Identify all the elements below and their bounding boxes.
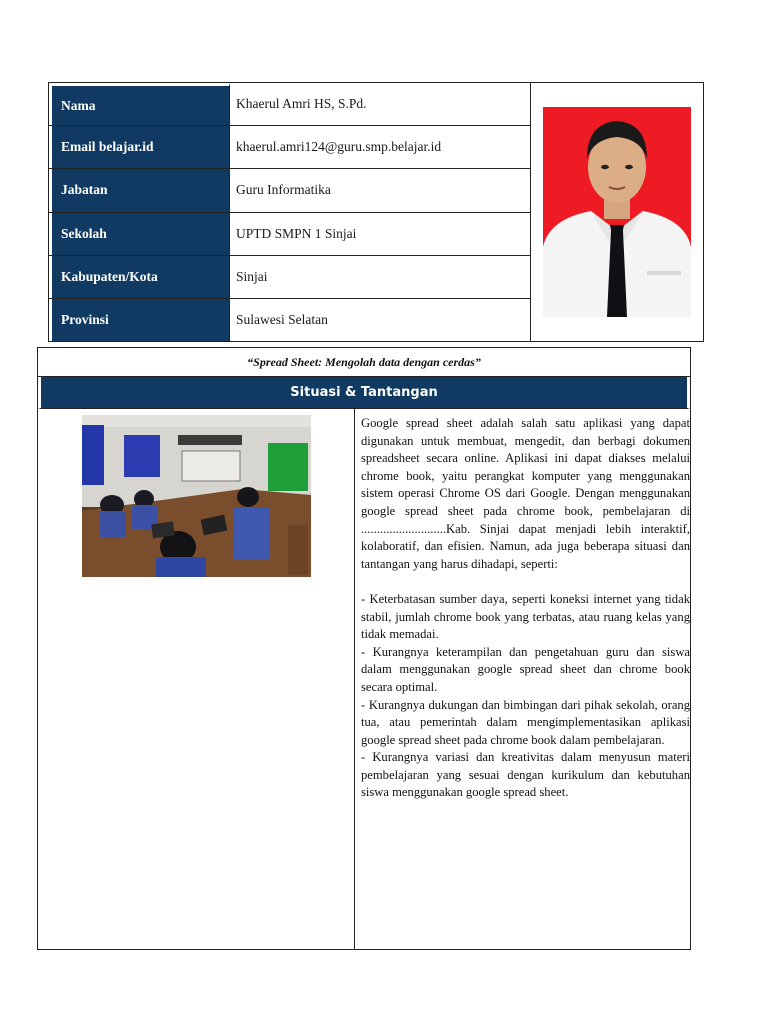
section-content xyxy=(38,409,690,949)
situasi-tantangan-section xyxy=(37,347,691,950)
classroom-illustration xyxy=(82,415,311,577)
field-value: khaerul.amri124@guru.smp.belajar.id xyxy=(236,139,442,155)
field-value: Sinjai xyxy=(236,268,268,284)
profile-row-jabatan xyxy=(49,169,530,212)
profile-row-kabupaten xyxy=(49,256,530,299)
classroom-photo xyxy=(82,415,311,577)
profile-fields xyxy=(49,83,531,341)
profile-row-provinsi xyxy=(49,299,530,341)
text-column xyxy=(355,409,690,949)
profile-table xyxy=(48,82,704,342)
field-label: Nama xyxy=(49,83,230,125)
profile-photo-cell xyxy=(531,83,703,341)
field-label: Provinsi xyxy=(49,299,230,341)
portrait-illustration xyxy=(543,107,691,317)
field-value: Sulawesi Selatan xyxy=(236,311,328,327)
section-title: Situasi & Tantangan xyxy=(38,377,690,409)
image-column xyxy=(38,409,355,949)
field-label: Sekolah xyxy=(49,213,230,255)
field-value: UPTD SMPN 1 Sinjai xyxy=(236,225,357,241)
profile-photo xyxy=(543,107,691,317)
profile-row-email xyxy=(49,126,530,169)
field-value: Khaerul Amri HS, S.Pd. xyxy=(236,96,367,112)
section-paragraph: Google spread sheet adalah salah satu aplikasi yang dapat digunakan untuk membuat, mengedit, dan berbagi dokumen spreadsheet secara online. Aplikasi ini dapat diakses melalui chrome book, yaitu perangkat komputer yang menggunakan sistem operasi Chrome OS dari Google. Dengan menggunakan google spread sheet pada chrome book, pembelajaran di ...........................Kab. Sinjai dapat menjadi lebih interaktif, kolaboratif, dan efisien. Namun, ada juga beberapa situasi dan tantangan yang harus dihadapi, seperti: - Keterbatasan sumber daya, seperti koneksi internet yang tidak stabil, jumlah chrome book yang terbatas, atau ruang kelas yang tidak memadai. - Kurangnya keterampilan dan pengetahuan guru dan siswa dalam menggunakan google spread sheet dan chrome book secara optimal. - Kurangnya dukungan dan bimbingan dari pihak sekolah, orang tua, atau pemerintah dalam mengimplementasikan aplikasi google spread sheet pada chrome book dalam pembelajaran. - Kurangnya variasi dan kreativitas dalam menyusun materi pembelajaran yang sesuai dengan kurikulum dan kebutuhan siswa menggunakan google spread sheet. xyxy=(361,416,690,800)
field-label: Kabupaten/Kota xyxy=(49,256,230,298)
profile-row-nama xyxy=(49,83,530,126)
profile-row-sekolah xyxy=(49,213,530,256)
field-value: Guru Informatika xyxy=(236,182,331,198)
section-subtitle: “Spread Sheet: Mengolah data dengan cerdas” xyxy=(38,348,690,377)
field-label: Jabatan xyxy=(49,169,230,211)
field-label: Email belajar.id xyxy=(49,126,230,168)
